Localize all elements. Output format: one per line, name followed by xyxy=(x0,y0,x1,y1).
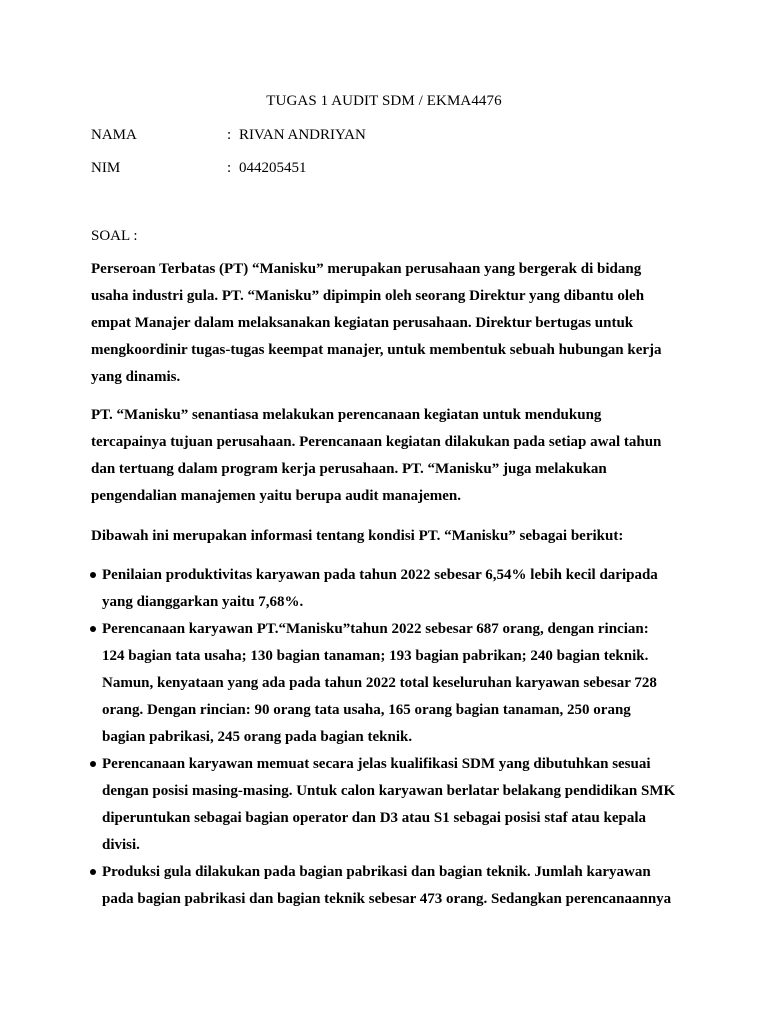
list-item-line: dengan posisi masing-masing. Untuk calon karyawan berlatar belakang pendidikan SMK xyxy=(102,783,676,799)
document-title: TUGAS 1 AUDIT SDM / EKMA4476 xyxy=(266,93,502,109)
list-item-line: Perencanaan karyawan PT.“Manisku”tahun 2022 sebesar 687 orang, dengan rincian: xyxy=(102,621,649,637)
list-item-line: Produksi gula dilakukan pada bagian pabrikasi dan bagian teknik. Jumlah karyawan xyxy=(102,864,651,880)
list-item xyxy=(91,616,691,751)
paragraph-line: yang dinamis. xyxy=(91,369,181,385)
paragraph-line: tercapainya tujuan perusahaan. Perencanaan kegiatan dilakukan pada setiap awal tahun xyxy=(91,434,662,450)
field-label: NAMA xyxy=(91,127,137,143)
bullet-dot-icon xyxy=(90,626,96,632)
list-item-line: Penilaian produktivitas karyawan pada tahun 2022 sebesar 6,54% lebih kecil daripada xyxy=(102,567,658,583)
bullet-dot-icon xyxy=(90,572,96,578)
list-item-line: bagian pabrikasi, 245 orang pada bagian teknik. xyxy=(102,729,413,745)
field-colon: : xyxy=(227,127,232,143)
list-item xyxy=(91,859,691,913)
list-item-line: orang. Dengan rincian: 90 orang tata usaha, 165 orang bagian tanaman, 250 orang xyxy=(102,702,631,718)
paragraph-line: dan tertuang dalam program kerja perusahaan. PT. “Manisku” juga melakukan xyxy=(91,461,607,477)
list-item-line: yang dianggarkan yaitu 7,68%. xyxy=(102,594,304,610)
soal-heading: SOAL : xyxy=(91,228,138,244)
field-colon: : xyxy=(227,160,232,176)
list-item xyxy=(91,562,691,616)
field-value: RIVAN ANDRIYAN xyxy=(239,127,366,143)
list-item-line: Perencanaan karyawan memuat secara jelas kualifikasi SDM yang dibutuhkan sesuai xyxy=(102,756,651,772)
paragraph-planning xyxy=(91,402,681,510)
paragraph-line: usaha industri gula. PT. “Manisku” dipimpin oleh seorang Direktur yang dibantu oleh xyxy=(91,288,645,304)
list-item-line: divisi. xyxy=(102,837,140,853)
paragraph-info-intro xyxy=(91,523,681,550)
paragraph-intro xyxy=(91,256,681,391)
paragraph-line: Dibawah ini merupakan informasi tentang kondisi PT. “Manisku” sebagai berikut: xyxy=(91,528,624,544)
paragraph-line: PT. “Manisku” senantiasa melakukan perencanaan kegiatan untuk mendukung xyxy=(91,407,602,423)
paragraph-line: Perseroan Terbatas (PT) “Manisku” merupakan perusahaan yang bergerak di bidang xyxy=(91,261,642,277)
paragraph-line: empat Manajer dalam melaksanakan kegiatan perusahaan. Direktur bertugas untuk xyxy=(91,315,634,331)
field-label: NIM xyxy=(91,160,121,176)
paragraph-line: pengendalian manajemen yaitu berupa audit manajemen. xyxy=(91,488,462,504)
list-item-line: pada bagian pabrikasi dan bagian teknik sebesar 473 orang. Sedangkan perencanaannya xyxy=(102,891,672,907)
bullet-dot-icon xyxy=(90,761,96,767)
list-item-line: Namun, kenyataan yang ada pada tahun 2022 total keseluruhan karyawan sebesar 728 xyxy=(102,675,657,691)
field-value: 044205451 xyxy=(239,160,307,176)
bullet-dot-icon xyxy=(90,869,96,875)
list-item-line: diperuntukan sebagai bagian operator dan D3 atau S1 sebagai posisi staf atau kepala xyxy=(102,810,646,826)
paragraph-line: mengkoordinir tugas-tugas keempat manajer, untuk membentuk sebuah hubungan kerja xyxy=(91,342,662,358)
list-item-line: 124 bagian tata usaha; 130 bagian tanaman; 193 bagian pabrikan; 240 bagian teknik. xyxy=(102,648,649,664)
bullet-list xyxy=(91,562,691,913)
list-item xyxy=(91,751,691,859)
